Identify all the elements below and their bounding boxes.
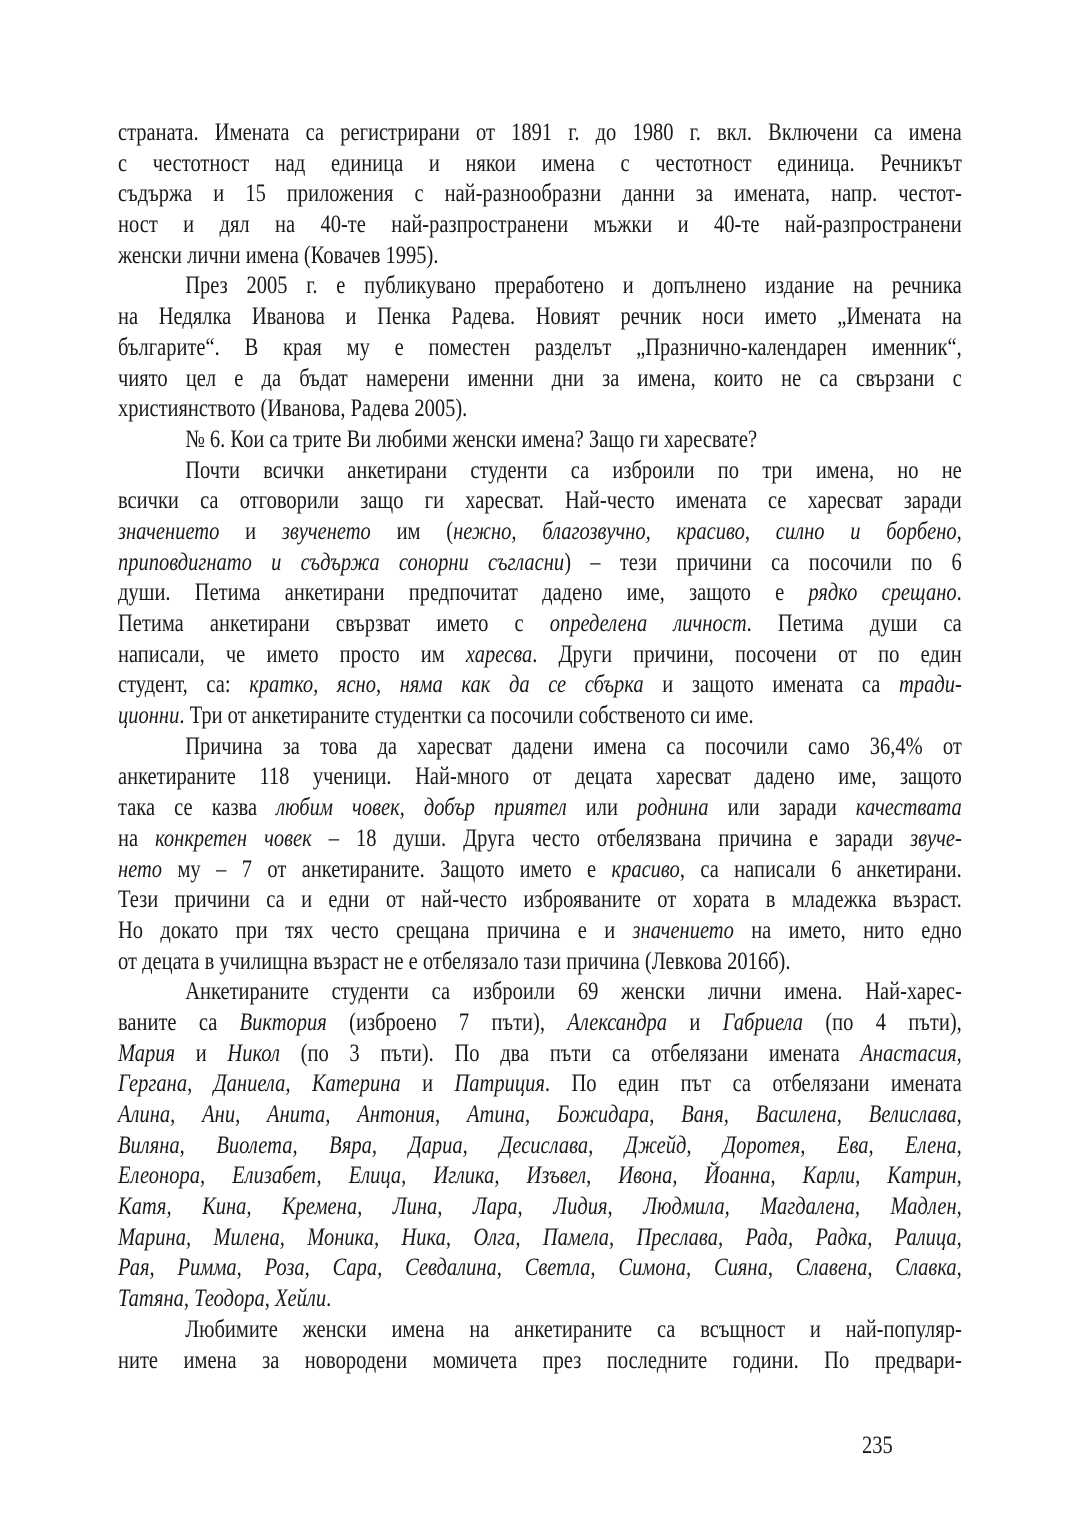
text-line (118, 1100, 962, 1131)
italic-text: Алина, Ани, Анита, Антония, Атина, Божидара, Ваня, Василена, Велислава, (118, 1101, 962, 1128)
text-line (118, 670, 962, 701)
text-line (118, 1315, 962, 1346)
text-segment: ните имена за новородени момичета през последните години. По предвари- (118, 1346, 962, 1374)
text-segment: на името, нито едно (733, 916, 962, 944)
text-line (118, 210, 962, 241)
text-segment: . Петима души са (746, 610, 962, 637)
text-line (118, 1039, 962, 1070)
text-segment: , са написали 6 анкетирани. (679, 855, 962, 883)
text-line (118, 1069, 962, 1100)
text-line (118, 425, 962, 456)
italic-text: Рая, Римма, Роза, Сара, Севдалина, Светла, Симона, Сияна, Славена, Славка, (118, 1254, 962, 1282)
text-line (118, 1192, 962, 1223)
text-segment: и (219, 517, 282, 545)
italic-text: нето (118, 855, 163, 883)
italic-text: нежно, благозвучно, красиво, силно и борбено, (453, 517, 962, 545)
text-segment: През 2005 г. е публикувано преработено и допълнено издание на речника (185, 272, 962, 300)
text-segment: (по 3 пъти). По два пъти са отбелязани имената (279, 1039, 861, 1067)
text-segment: и (175, 1039, 228, 1067)
text-line (118, 1284, 962, 1315)
text-segment: или заради (708, 794, 856, 822)
text-line (118, 885, 962, 916)
italic-text: Марина, Милена, Моника, Ника, Олга, Памела, Преслава, Рада, Радка, Ралица, (118, 1223, 962, 1251)
text-segment: студент, са: (118, 671, 250, 699)
italic-text: роднина (637, 794, 709, 822)
text-segment: . (326, 1285, 332, 1313)
text-segment: (по 4 пъти), (802, 1008, 962, 1036)
text-line (118, 333, 962, 364)
italic-text: Патриция (454, 1070, 545, 1098)
page-body-text (118, 118, 962, 1376)
text-segment: и (667, 1008, 723, 1036)
page-number: 235 (862, 1432, 893, 1459)
text-line (118, 394, 962, 425)
text-line (118, 977, 962, 1008)
text-segment: съдържа и 15 приложения с най-разнообразни данни за имената, напр. честот- (118, 180, 962, 208)
italic-text: Габриела (722, 1008, 803, 1036)
text-line (118, 1223, 962, 1254)
text-line (118, 486, 962, 517)
text-segment: – 18 души. Друга често отбелязвана причина е заради (311, 824, 911, 852)
text-line (118, 701, 962, 732)
text-segment: на (118, 824, 156, 852)
text-line (118, 1161, 962, 1192)
italic-text: любим човек, добър приятел (276, 794, 567, 822)
text-segment: . Три от анкетираните студентки са посочили собственото си име. (179, 702, 754, 730)
text-line (118, 947, 962, 978)
text-segment: ) – тези причини са посочили по 6 (564, 548, 962, 576)
text-segment: християнството (Иванова, Радева 2005). (118, 395, 468, 423)
text-segment: написали, че името просто им (118, 640, 466, 668)
italic-text: значението (632, 916, 734, 944)
text-segment: всички са отговорили защо ги харесват. Най-често имената се харесват заради (118, 487, 962, 515)
text-segment: женски лични имена (Ковачев 1995). (118, 241, 439, 269)
text-segment: Но докато при тях често срещана причина е и (118, 916, 633, 944)
text-line (118, 762, 962, 793)
text-segment: ваните са (118, 1008, 240, 1036)
italic-text: Никол (227, 1039, 280, 1067)
text-segment: българите“. В края му е поместен разделът „Празнично-календарен именник“, (118, 333, 962, 361)
text-segment: № 6. Кои са трите Ви любими женски имена? Защо ги харесвате? (185, 425, 758, 453)
italic-text: Катя, Кина, Кремена, Лина, Лара, Лидия, Людмила, Магдалена, Мадлен, (118, 1193, 962, 1221)
italic-text: Мария (118, 1039, 176, 1067)
italic-text: Виктория (239, 1008, 327, 1036)
text-line (118, 578, 962, 609)
text-segment: и (400, 1070, 455, 1098)
italic-text: рядко срещано (808, 579, 957, 607)
text-line (118, 916, 962, 947)
text-segment: Почти всички анкетирани студенти са изброили по три имена, но не (185, 456, 962, 484)
text-segment: Тези причини са и едни от най-често изброяваните от хората в младежка възраст. (118, 886, 962, 914)
text-line (118, 548, 962, 579)
text-line (118, 1253, 962, 1284)
text-line (118, 1008, 962, 1039)
italic-text: Гергана, Даниела, Катерина (118, 1070, 401, 1098)
italic-text: тради- (899, 671, 962, 699)
text-line (118, 793, 962, 824)
text-line (118, 517, 962, 548)
text-line (118, 609, 962, 640)
text-segment: Анкетираните студенти са изброили 69 женски лични имена. Най-харес- (185, 978, 962, 1006)
text-segment: от децата в училищна възраст не е отбелязало тази причина (Левкова 2016б). (118, 947, 791, 975)
text-line (118, 1131, 962, 1162)
text-segment: . По един път са отбелязани имената (544, 1070, 962, 1098)
text-line (118, 241, 962, 272)
text-line (118, 824, 962, 855)
text-line (118, 302, 962, 333)
text-segment: Причина за това да харесват дадени имена са посочили само 36,4% от (185, 732, 962, 760)
text-line (118, 732, 962, 763)
text-line (118, 640, 962, 671)
italic-text: приповдигнато и съдържа сонорни съгласни (118, 548, 565, 576)
italic-text: звуче- (910, 824, 962, 852)
italic-text: Анастасия, (860, 1039, 962, 1067)
text-segment: страната. Имената са регистрирани от 1891 г. до 1980 г. вкл. Включени са имена (118, 119, 962, 146)
text-segment: им ( (370, 517, 454, 545)
text-line (118, 1346, 962, 1377)
text-line (118, 149, 962, 180)
text-segment: с честотност над единица и някои имена с честотност единица. Речникът (118, 149, 962, 177)
text-line (118, 364, 962, 395)
text-segment: Петима анкетирани свързват името с (118, 610, 550, 637)
text-segment: Любимите женски имена на анкетираните са всъщност и най-популяр- (185, 1315, 962, 1343)
italic-text: ционни (118, 702, 180, 730)
italic-text: кратко, ясно, няма как да се сбърка (249, 671, 644, 699)
italic-text: Елеонора, Елизабет, Елица, Иглика, Изъвел, Ивона, Йоанна, Карли, Катрин, (118, 1162, 962, 1190)
text-line (118, 855, 962, 886)
italic-text: значението (118, 517, 220, 545)
text-segment: (изброено 7 пъти), (326, 1008, 568, 1036)
text-line (118, 456, 962, 487)
text-segment: така се казва (118, 794, 277, 822)
text-segment: или (566, 794, 638, 822)
text-segment: . (956, 579, 962, 607)
text-line (118, 179, 962, 210)
italic-text: конкретен човек (155, 824, 312, 852)
italic-text: Виляна, Виолета, Вяра, Дариа, Десислава, Джейд, Доротея, Ева, Елена, (118, 1131, 962, 1159)
italic-text: Александра (567, 1008, 668, 1036)
text-segment: анкетираните 118 ученици. Най-много от децата харесват дадено име, защото (118, 763, 962, 791)
italic-text: Татяна, Теодора, Хейли (118, 1285, 327, 1313)
text-segment: . Други причини, посочени от по един (532, 640, 962, 668)
italic-text: красиво (611, 855, 680, 883)
text-line (118, 271, 962, 302)
text-segment: му – 7 от анкетираните. Защото името е (162, 855, 612, 883)
italic-text: качествата (855, 794, 962, 822)
text-segment: души. Петима анкетирани предпочитат дадено име, защото е (118, 579, 809, 607)
italic-text: харесва (465, 640, 533, 668)
text-segment: на Недялка Иванова и Пенка Радева. Новият речник носи името „Имената на (118, 303, 962, 331)
italic-text: определена личност (549, 610, 747, 637)
italic-text: звученето (281, 517, 371, 545)
text-segment: и защото имената са (643, 671, 900, 699)
text-line (118, 118, 962, 149)
text-segment: чиято цел е да бъдат намерени именни дни за имена, които не са свързани с (118, 364, 962, 392)
text-segment: ност и дял на 40-те най-разпространени мъжки и 40-те най-разпространени (118, 211, 962, 239)
